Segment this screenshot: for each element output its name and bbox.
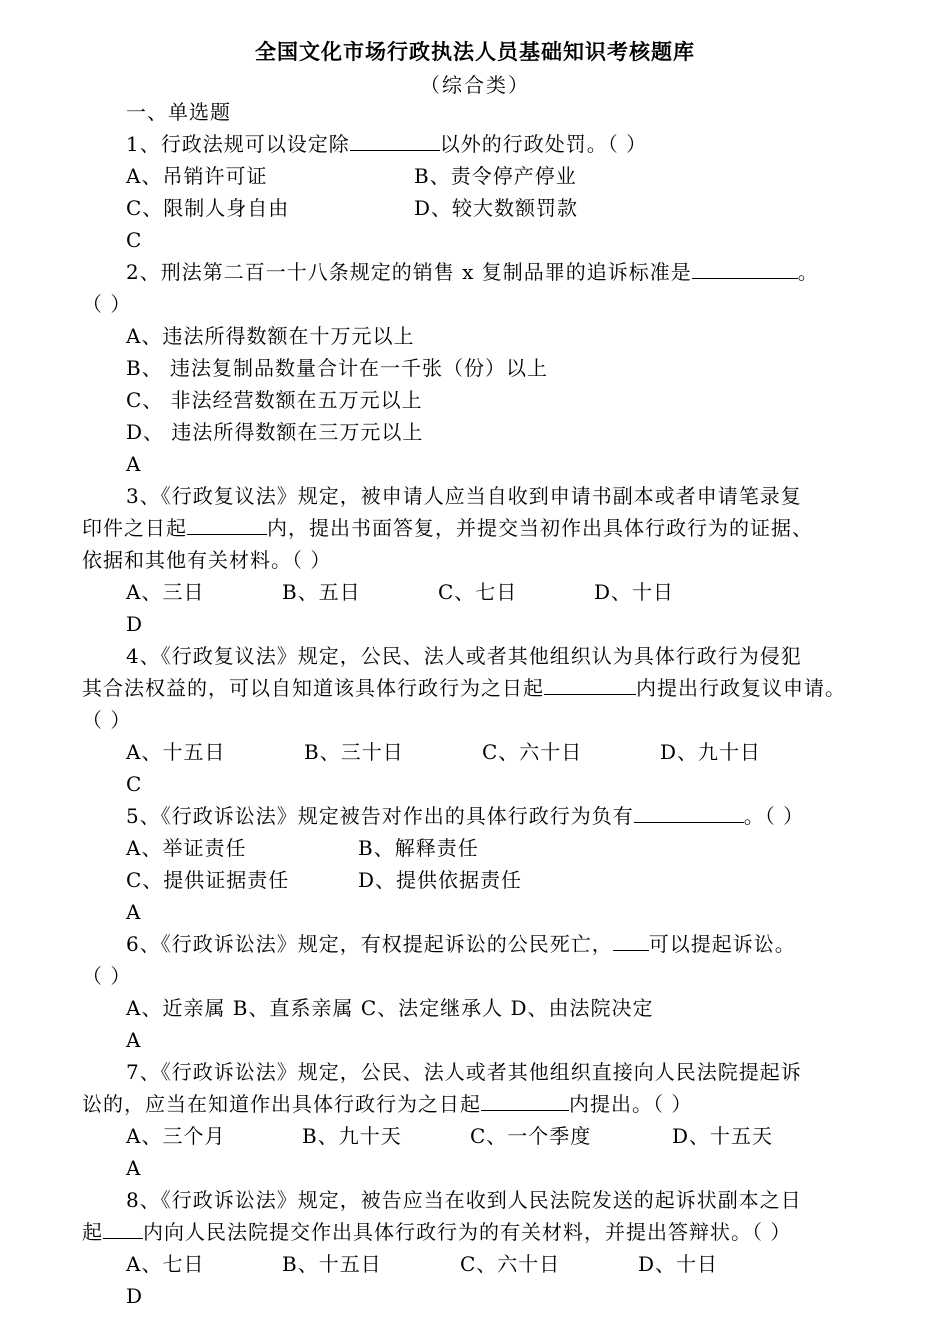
- question-1: [126, 130, 647, 158]
- question-text-continued: [82, 674, 846, 702]
- option-b: B、解释责任: [358, 836, 479, 860]
- option-a: A、十五日: [126, 740, 226, 764]
- answer-blank: [613, 930, 649, 951]
- question-text: 6、《行政诉讼法》规定，有权提起诉讼的公民死亡，: [126, 932, 613, 956]
- question-8: 8、《行政诉讼法》规定，被告应当在收到人民法院发送的起诉状副本之日: [126, 1188, 802, 1212]
- question-text-continued: 依据和其他有关材料。（ ）: [82, 548, 332, 572]
- option-c: C、六十日: [482, 740, 583, 764]
- question-text: 以外的行政处罚。（ ）: [439, 132, 648, 156]
- option-a: A、三个月: [126, 1124, 226, 1148]
- options-row: A、近亲属 B、直系亲属 C、法定继承人 D、由法院决定: [126, 996, 654, 1020]
- answer-key: A: [126, 900, 142, 924]
- option-c: C、六十日: [460, 1252, 561, 1276]
- question-text: 1、行政法规可以设定除: [126, 132, 350, 156]
- question-text: 2、刑法第二百一十八条规定的销售 x 复制品罪的追诉标准是: [126, 260, 692, 284]
- answer-blank: [350, 130, 440, 151]
- option-c: C、限制人身自由: [126, 196, 290, 220]
- option-c: C、七日: [438, 580, 518, 604]
- answer-key: D: [126, 612, 144, 636]
- question-2: [126, 258, 819, 286]
- answer-blank: [544, 674, 636, 695]
- option-d: D、十五天: [672, 1124, 774, 1148]
- option-d: D、九十日: [660, 740, 762, 764]
- question-4: 4、《行政复议法》规定，公民、法人或者其他组织认为具体行政行为侵犯: [126, 644, 802, 668]
- question-text: 。: [797, 260, 819, 284]
- question-text: 内，提出书面答复，并提交当初作出具体行政行为的证据、: [267, 516, 813, 540]
- option-b: B、十五日: [282, 1252, 382, 1276]
- option-a: A、吊销许可证: [126, 164, 268, 188]
- question-text: 讼的，应当在知道作出具体行政行为之日起: [82, 1092, 481, 1116]
- answer-key: C: [126, 228, 143, 252]
- option-c: C、 非法经营数额在五万元以上: [126, 388, 423, 412]
- answer-blank: [187, 514, 267, 535]
- answer-key: D: [126, 1284, 144, 1308]
- option-d: D、提供依据责任: [358, 868, 523, 892]
- option-b: B、责令停产停业: [414, 164, 577, 188]
- question-text: 印件之日起: [82, 516, 187, 540]
- question-6: [126, 930, 796, 958]
- option-b: B、三十日: [304, 740, 404, 764]
- question-text: 起: [82, 1220, 103, 1244]
- answer-blank: [103, 1218, 143, 1239]
- option-d: D、 违法所得数额在三万元以上: [126, 420, 424, 444]
- section-heading: 一、单选题: [126, 100, 231, 124]
- option-b: B、五日: [282, 580, 361, 604]
- question-text: 其合法权益的，可以自知道该具体行政行为之日起: [82, 676, 544, 700]
- option-c: C、一个季度: [470, 1124, 592, 1148]
- option-a: A、三日: [126, 580, 205, 604]
- question-7: 7、《行政诉讼法》规定，公民、法人或者其他组织直接向人民法院提起诉: [126, 1060, 802, 1084]
- option-b: B、 违法复制品数量合计在一千张（份）以上: [126, 356, 549, 380]
- answer-key: A: [126, 452, 142, 476]
- question-text-continued: [82, 514, 813, 542]
- option-d: D、十日: [594, 580, 675, 604]
- option-d: D、十日: [638, 1252, 719, 1276]
- answer-blank: [634, 802, 744, 823]
- question-text-continued: [82, 1090, 692, 1118]
- answer-blank: [481, 1090, 569, 1111]
- answer-blank: [692, 258, 798, 279]
- document-title: 全国文化市场行政执法人员基础知识考核题库: [255, 40, 695, 64]
- question-text: 5、《行政诉讼法》规定被告对作出的具体行政行为负有: [126, 804, 634, 828]
- option-d: D、较大数额罚款: [414, 196, 579, 220]
- answer-key: A: [126, 1156, 142, 1180]
- question-text-continued: （ ）: [82, 964, 132, 988]
- question-text-continued: （ ）: [82, 292, 132, 316]
- option-a: A、七日: [126, 1252, 205, 1276]
- option-a: A、举证责任: [126, 836, 247, 860]
- question-3: 3、《行政复议法》规定，被申请人应当自收到申请书副本或者申请笔录复: [126, 484, 802, 508]
- question-text: 内提出。（ ）: [569, 1092, 693, 1116]
- question-text-continued: [82, 1218, 791, 1246]
- option-b: B、九十天: [302, 1124, 402, 1148]
- question-text: 内向人民法院提交作出具体行政行为的有关材料，并提出答辩状。（ ）: [143, 1220, 792, 1244]
- option-c: C、提供证据责任: [126, 868, 290, 892]
- answer-key: C: [126, 772, 143, 796]
- question-text: 可以提起诉讼。: [648, 932, 796, 956]
- question-5: [126, 802, 804, 830]
- question-text-continued: （ ）: [82, 708, 132, 732]
- question-text: 。（ ）: [743, 804, 805, 828]
- question-text: 内提出行政复议申请。: [636, 676, 846, 700]
- document-subtitle: （综合类）: [420, 73, 530, 97]
- option-a: A、违法所得数额在十万元以上: [126, 324, 415, 348]
- answer-key: A: [126, 1028, 142, 1052]
